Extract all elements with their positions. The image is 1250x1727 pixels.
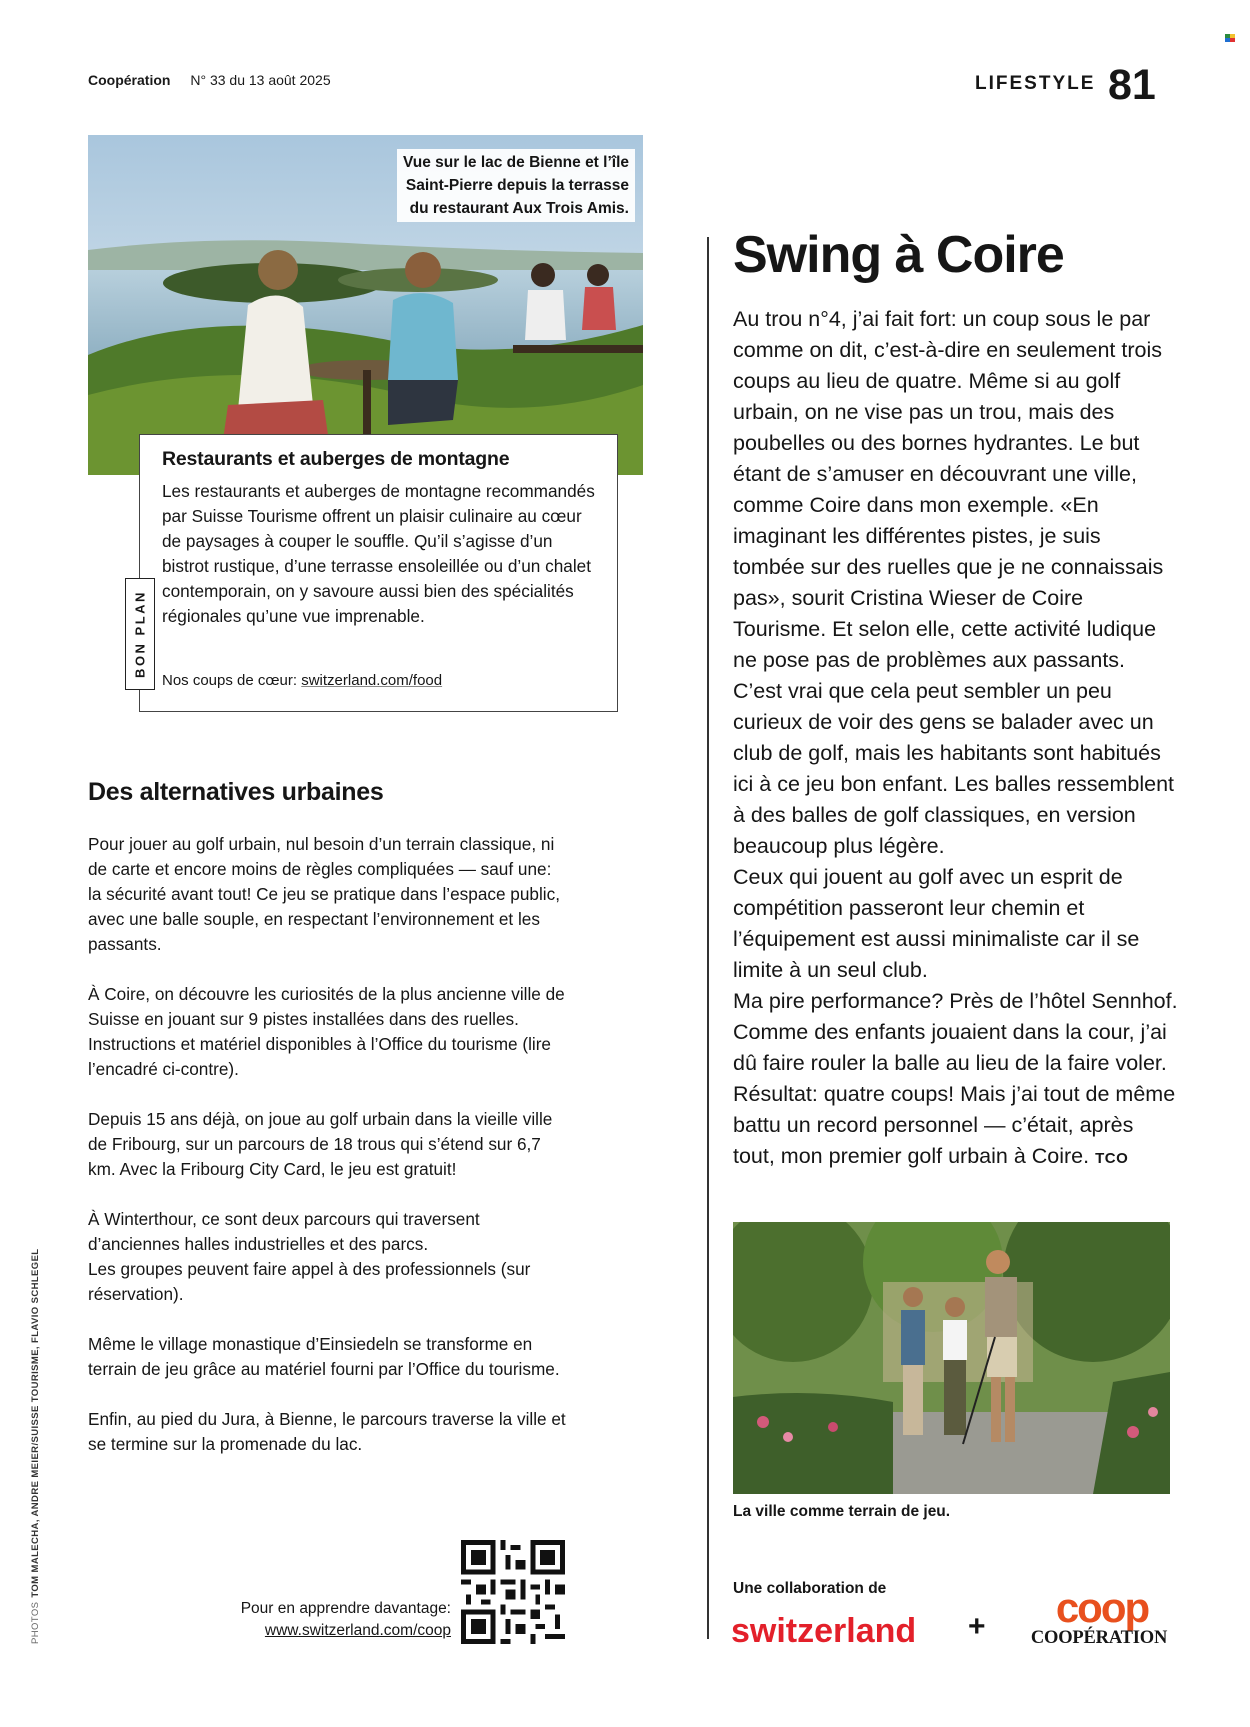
article-paragraph: Même le village monastique d’Einsiedeln se transforme en terrain de jeu grâce au matériel fourni par l’Office du tourisme.: [88, 1334, 560, 1379]
urban-golf-photo: [733, 1222, 1170, 1494]
swing-body-text: Au trou n°4, j’ai fait fort: un coup sous le par comme on dit, c’est-à-dire en seulement trois coups au lieu de quatre. Même si au golf urbain, on ne vise pas un trou, mais des poubelles ou des bornes hydrantes. Le but étant de s’amuser en découvrant une ville, comme Coire dans mon exemple. «En imaginant les différentes pistes, je suis tombée sur des ruelles que je ne connaissais pas», sourit Cristina Wieser de Coire Tourisme. Et selon elle, cette activité ludique ne pose pas de problèmes aux passants. C’est vrai que cela peut sembler un peu curieux de voir des gens se balader avec un club de golf, mais les habitants sont habitués ici à ce jeu bon enfant. Les balles ressemblent à des balles de golf classiques, en version beaucoup plus légère. Ceux qui jouent au golf avec un esprit de compétition passeront leur chemin et l’équipement est aussi minimaliste car il se limite à un seul club. Ma pire performance? Près de l’hôtel Sennhof. Comme des enfants jouaient dans la cour, j’ai dû faire rouler la balle au lieu de la faire voler. Résultat: quatre coups! Mais j’ai tout de même battu un record personnel — c’était, après tout, mon premier golf urbain à Coire.: [733, 307, 1178, 1168]
bon-plan-tag-label: BON PLAN: [132, 590, 148, 678]
page-number: 81: [1108, 61, 1156, 109]
bon-plan-tag: [125, 578, 155, 690]
bon-plan-body: Les restaurants et auberges de montagne recommandés par Suisse Tourisme offrent un plaisir culinaire au cœur de paysages à couper le souffle. Qu’il s’agisse d’un bistrot rustique, d’une terrasse ensoleillée ou d’un chalet contemporain, on y savoure aussi bien des spécialités régionales qu’une vue imprenable.: [162, 481, 595, 626]
swing-heading: Swing à Coire: [733, 226, 1064, 284]
section-title: LIFESTYLE: [975, 73, 1096, 94]
switzerland-logo: [731, 1610, 936, 1652]
switzerland-logo-text: switzerland: [731, 1612, 917, 1650]
article-paragraph: À Coire, on découvre les curiosités de la plus ancienne ville de Suisse en jouant sur 9 pistes installées dans des ruelles. Instructions et matériel disponibles à l’Office du tourisme (lire l’encadré ci-contre).: [88, 984, 565, 1079]
issue-info: N° 33 du 13 août 2025: [190, 72, 331, 88]
urban-alternatives-heading: Des alternatives urbaines: [88, 778, 384, 806]
swing-body: [733, 304, 1178, 1174]
photo-credit-prefix: PHOTOS: [30, 1601, 41, 1644]
urban-alternatives-body: [88, 832, 568, 1482]
coop-link[interactable]: www.switzerland.com/coop: [264, 1622, 451, 1639]
bon-plan-title: Restaurants et auberges de montagne: [162, 448, 510, 470]
plus-sign: +: [968, 1610, 986, 1643]
masthead: [88, 72, 331, 88]
article-paragraph: Pour jouer au golf urbain, nul besoin d’un terrain classique, ni de carte et encore moins de règles compliquées — sauf une: la sécurité avant tout! Ce jeu se pratique dans l’espace public, avec une balle souple, en respectant l’environnement et les passants.: [88, 834, 560, 954]
more-info: [234, 1598, 451, 1642]
author-signature: TCO: [1095, 1150, 1129, 1167]
publication-name: Coopération: [88, 72, 171, 88]
qr-code-icon[interactable]: [461, 1540, 565, 1644]
article-paragraph: À Winterthour, ce sont deux parcours qui traversent d’anciennes halles industrielles et des parcs. Les groupes peuvent faire appel à des professionnels (sur réservation).: [88, 1209, 531, 1304]
photo-credit-names: TOM MALECHA, ANDRE MEIER/SUISSE TOURISME, FLAVIO SCHLEGEL: [30, 1248, 41, 1598]
article-paragraph: Depuis 15 ans déjà, on joue au golf urbain dans la vieille ville de Fribourg, sur un parcours de 18 trous qui s’étend sur 6,7 km. Avec la Fribourg City Card, le jeu est gratuit!: [88, 1109, 553, 1179]
terrace-photo-caption: Vue sur le lac de Bienne et l’île Saint-Pierre depuis la terrasse du restaurant Aux Trois Amis.: [397, 149, 635, 222]
coop-logo-subtitle: COOPÉRATION: [1030, 1628, 1168, 1648]
urban-golf-illustration: [733, 1222, 1170, 1494]
article-paragraph: Enfin, au pied du Jura, à Bienne, le parcours traverse la ville et se termine sur la promenade du lac.: [88, 1409, 566, 1454]
bon-plan-link-row: [162, 672, 442, 689]
terrace-photo: [88, 135, 643, 475]
coop-logo-text: coop: [1055, 1586, 1149, 1631]
more-info-label: Pour en apprendre davantage:: [240, 1600, 451, 1617]
urban-golf-caption: La ville comme terrain de jeu.: [733, 1503, 951, 1520]
column-divider: [707, 237, 709, 1639]
bon-plan-link-label: Nos coups de cœur:: [162, 672, 302, 689]
collaboration-label: Une collaboration de: [733, 1580, 887, 1597]
food-link[interactable]: switzerland.com/food: [301, 672, 443, 689]
color-registration-mark: [1225, 34, 1235, 42]
photo-credit: [30, 1248, 41, 1644]
